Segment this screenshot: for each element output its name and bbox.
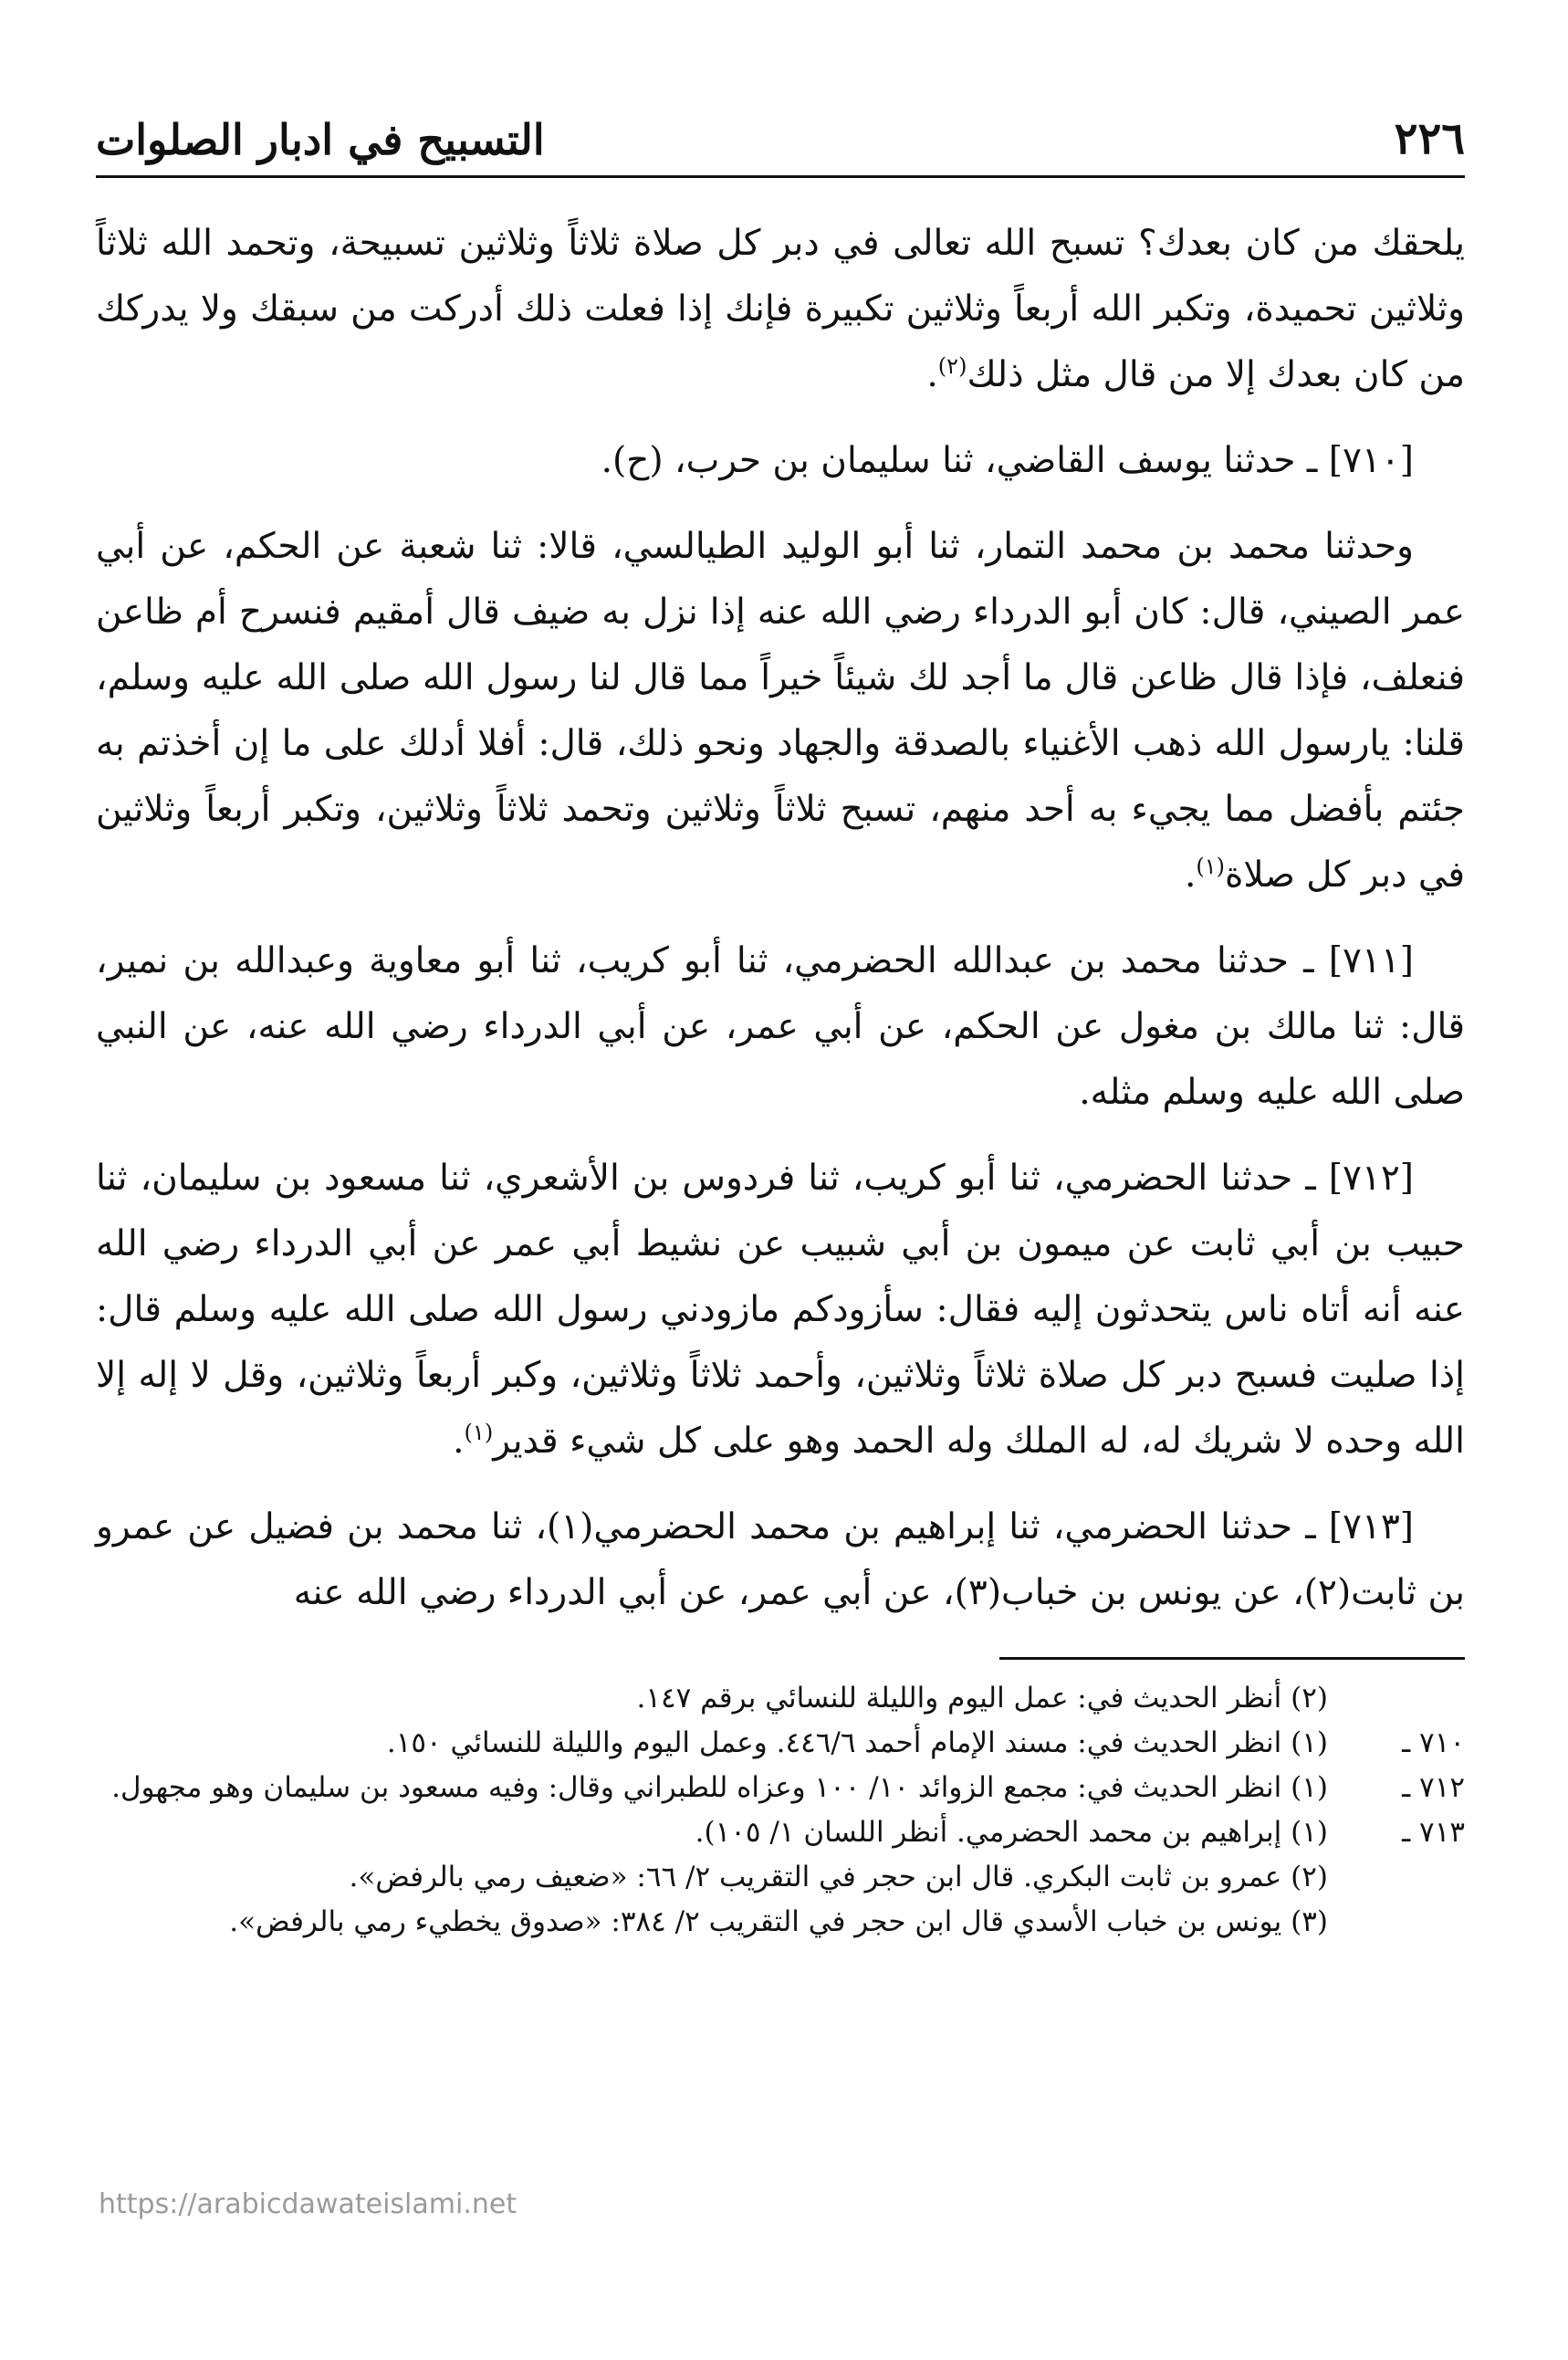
footnote-ref: (٢) [937,353,967,379]
footnote-ref: (١) [464,1420,494,1445]
hadith-710-text: وحدثنا محمد بن محمد التمار، ثنا أبو الوليد الطيالسي، قالا: ثنا شعبة عن الحكم، عن أبي عمر الصيني، قال: كان أبو الدرداء رضي الله عنه إذا نزل به ضيف قال أمقيم فنسرح أم ظاعن فنعلف، فإذا قال ظاعن قال ما أجد لك شيئاً خيراً مما قال لنا رسول الله صلى الله عليه وسلم، قلنا: يارسول الله ذهب الأغنياء بالصدقة والجهاد ونحو ذلك، قال: أفلا أدلك على ما إن أخذتم به جئتم بأفضل مما يجيء به أحد منهم، تسبح ثلاثاً وثلاثين وتحمد ثلاثاً وثلاثين، وتكبر أربعاً وثلاثين في دبر كل صلاة$^{(١)}$. [96,526,1465,896]
hadith-713: [٧١٣] ـ حدثنا الحضرمي، ثنا إبراهيم بن محمد الحضرمي(١)، ثنا محمد بن فضيل عن عمرو بن ثابت(٢)، عن يونس بن خباب(٣)، عن أبي عمر، عن أبي الدرداء رضي الله عنه [96,1506,1465,1613]
footnote-ref: (١) [1196,854,1225,879]
footnote: ٧١٣ ـ(١) إبراهيم بن محمد الحضرمي. أنظر اللسان ١/ ١٠٥). [695,1816,1465,1849]
footnote: (٣) يونس بن خباب الأسدي قال ابن حجر في التقريب ٢/ ٣٨٤: «صدوق يخطيء رمي بالرفض». [229,1905,1328,1938]
hadith-710-header: [٧١٠] ـ حدثنا يوسف القاضي، ثنا سليمان بن حرب، (ح). [601,440,1414,481]
footnotes [96,1676,1465,1945]
hadith-712: [٧١٢] ـ حدثنا الحضرمي، ثنا أبو كريب، ثنا فردوس بن الأشعري، ثنا مسعود بن سليمان، ثنا حبيب بن أبي ثابت عن ميمون بن أبي شبيب عن نشيط أبي عمر عن أبي الدرداء رضي الله عنه أنه أتاه ناس يتحدثون إليه فقال: سأزودكم مازودني رسول الله صلى الله عليه وسلم قال: إذا صليت فسبح دبر كل صلاة ثلاثاً وثلاثين، وأحمد ثلاثاً وثلاثين، وكبر أربعاً وثلاثين، وقل لا إله إلا الله وحده لا شريك له، له الملك وله الحمد وهو على كل شيء قدير$^{(١)}$. [96,1158,1465,1462]
hadith-711: [٧١١] ـ حدثنا محمد بن عبدالله الحضرمي، ثنا أبو كريب، ثنا أبو معاوية وعبدالله بن نمير، قال: ثنا مالك بن مغول عن الحكم، عن أبي عمر، عن أبي الدرداء رضي الله عنه، عن النبي صلى الله عليه وسلم مثله. [96,940,1465,1113]
footnote: ٧١٠ ـ(١) انظر الحديث في: مسند الإمام أحمد ٤٤٦/٦. وعمل اليوم والليلة للنسائي ١٥٠. [386,1726,1465,1759]
page-number: ٢٢٦ [1394,113,1465,164]
main-text [96,211,1465,1626]
watermark-url: https://arabicdawateislami.net [99,2188,517,2220]
running-header [96,110,1465,178]
footnote-divider [999,1657,1465,1660]
footnote: (٢) عمرو بن ثابت البكري. قال ابن حجر في التقريب ٢/ ٦٦: «ضعيف رمي بالرفض». [349,1861,1328,1893]
paragraph: يلحقك من كان بعدك؟ تسبح الله تعالى في دبر كل صلاة ثلاثاً وثلاثين تسبيحة، وتحمد الله ثلاثاً وثلاثين تحميدة، وتكبر الله أربعاً وثلاثين تكبيرة فإنك إذا فعلت ذلك أدركت من سبقك ولا يدركك من كان بعدك إلا من قال مثل ذلك$^{(٢)}$. [96,223,1465,395]
chapter-title: التسبيح في ادبار الصلوات [96,115,545,164]
footnote: (٢) أنظر الحديث في: عمل اليوم والليلة للنسائي برقم ١٤٧. [636,1682,1328,1715]
book-page [96,110,1465,1945]
footnote: ٧١٢ ـ(١) انظر الحديث في: مجمع الزوائد ١٠/ ١٠٠ وعزاه للطبراني وقال: وفيه مسعود بن سليمان وهو مجهول. [111,1771,1465,1804]
